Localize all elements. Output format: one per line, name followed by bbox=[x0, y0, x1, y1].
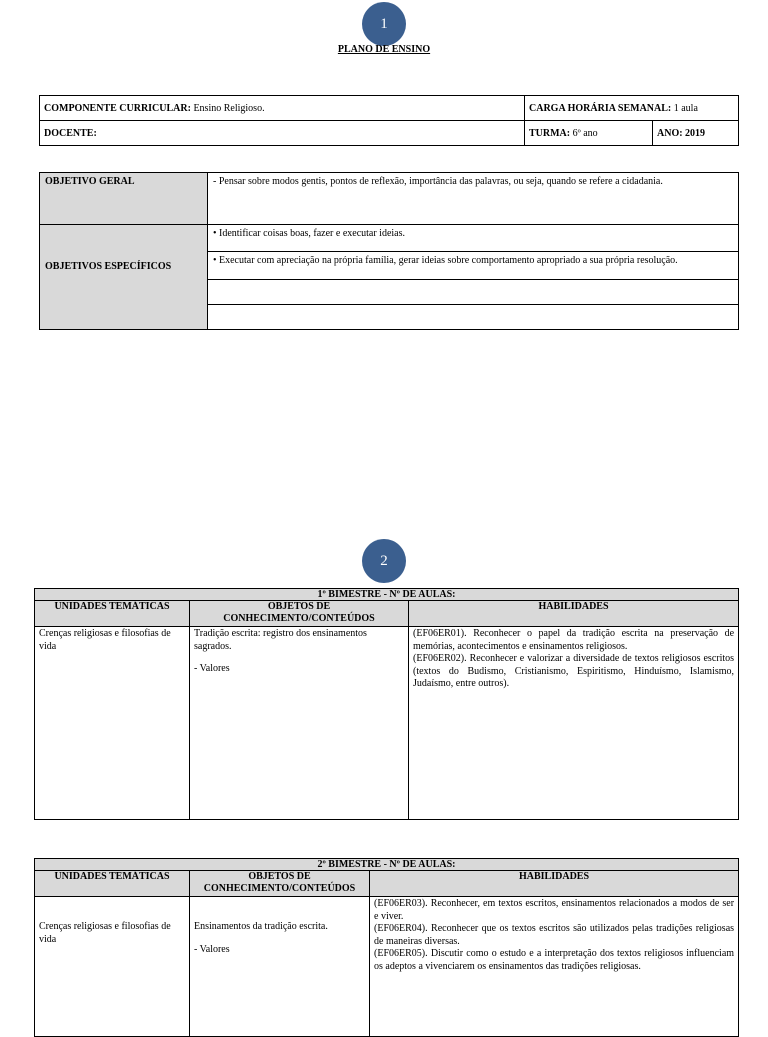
bimestre-1-title: 1º BIMESTRE - Nº DE AULAS: bbox=[35, 589, 739, 601]
habilidade-item: (EF06ER02). Reconhecer e valorizar a diversidade de textos religiosos escritos (textos do Budismo, Cristianismo, Espiritismo, Hinduísmo, Islamismo, Judaísmo, entre outros). bbox=[413, 653, 735, 689]
habilidades bbox=[409, 627, 739, 820]
objetivo-geral-text: - Pensar sobre modos gentis, pontos de reflexão, importância das palavras, ou seja, quando se refere a cidadania. bbox=[208, 173, 739, 225]
turma-cell bbox=[525, 121, 653, 146]
header-row-1 bbox=[40, 96, 739, 121]
bimestre-2-table bbox=[34, 858, 739, 1037]
carga-value: 1 aula bbox=[673, 102, 698, 114]
docente-cell bbox=[40, 121, 525, 146]
bimestre-1-table bbox=[34, 588, 739, 820]
page-number-badge bbox=[362, 539, 406, 583]
col-unidades-header: UNIDADES TEMÁTICAS bbox=[35, 871, 190, 897]
page-number-badge bbox=[362, 2, 406, 46]
ano-cell: ANO: 2019 bbox=[653, 121, 739, 146]
turma-label: TURMA: bbox=[529, 127, 571, 139]
spacer bbox=[194, 934, 365, 944]
col-unidades-header: UNIDADES TEMÁTICAS bbox=[35, 601, 190, 627]
habilidades bbox=[370, 897, 739, 1037]
page-number: 2 bbox=[380, 552, 388, 569]
objetivos-especificos-label: OBJETIVOS ESPECÍFICOS bbox=[40, 225, 208, 330]
spacer bbox=[194, 653, 404, 663]
header-table bbox=[39, 95, 739, 146]
carga-label: CARGA HORÁRIA SEMANAL: bbox=[529, 102, 672, 114]
turma-value: 6º ano bbox=[572, 127, 598, 139]
objeto-item: Tradição escrita: registro dos ensinamentos sagrados. bbox=[194, 628, 367, 652]
componente-label: COMPONENTE CURRICULAR: bbox=[44, 102, 191, 114]
objeto-item: - Valores bbox=[194, 943, 230, 955]
objetivos-table bbox=[39, 172, 739, 330]
col-habilidades-header: HABILIDADES bbox=[409, 601, 739, 627]
document-title: PLANO DE ENSINO bbox=[337, 44, 431, 55]
unidade-tematica: Crenças religiosas e filosofias de vida bbox=[35, 897, 190, 1037]
empty-cell bbox=[208, 305, 739, 330]
header-row-2 bbox=[40, 121, 739, 146]
objetivo-geral-row bbox=[40, 173, 739, 225]
column-header-row bbox=[35, 871, 739, 897]
carga-cell bbox=[525, 96, 739, 121]
page-number: 1 bbox=[380, 15, 388, 32]
objetivo-geral-label: OBJETIVO GERAL bbox=[40, 173, 208, 225]
column-header-row bbox=[35, 601, 739, 627]
objeto-item: Ensinamentos da tradição escrita. bbox=[194, 921, 328, 932]
bimestre-title-row bbox=[35, 859, 739, 871]
componente-cell bbox=[40, 96, 525, 121]
objetivo-especifico-row bbox=[40, 225, 739, 252]
habilidade-item: (EF06ER05). Discutir como o estudo e a interpretação dos textos religiosos influenciam os adeptos a vivenciarem os ensinamentos das tradições religiosas. bbox=[374, 948, 735, 972]
objeto-item: - Valores bbox=[194, 663, 230, 674]
empty-cell bbox=[208, 280, 739, 305]
componente-value: Ensino Religioso. bbox=[193, 102, 265, 114]
table-row bbox=[35, 627, 739, 820]
objetos-conhecimento bbox=[190, 897, 370, 1037]
objetivo-especifico-1: • Identificar coisas boas, fazer e executar ideias. bbox=[208, 225, 739, 252]
col-objetos-header: OBJETOS DE CONHECIMENTO/CONTEÚDOS bbox=[190, 871, 370, 897]
habilidade-item: (EF06ER03). Reconhecer, em textos escritos, ensinamentos relacionados a modos de ser e viver. bbox=[374, 898, 735, 922]
col-habilidades-header: HABILIDADES bbox=[370, 871, 739, 897]
unidade-tematica: Crenças religiosas e filosofias de vida bbox=[35, 627, 190, 820]
objetos-conhecimento bbox=[190, 627, 409, 820]
bimestre-title-row bbox=[35, 589, 739, 601]
table-row bbox=[35, 897, 739, 1037]
col-objetos-header: OBJETOS DE CONHECIMENTO/CONTEÚDOS bbox=[190, 601, 409, 627]
habilidade-item: (EF06ER01). Reconhecer o papel da tradição escrita na preservação de memórias, acontecimentos e ensinamentos religiosos. bbox=[413, 628, 735, 652]
habilidade-item: (EF06ER04). Reconhecer que os textos escritos são utilizados pelas tradições religiosas de maneiras diversas. bbox=[374, 923, 735, 947]
docente-label: DOCENTE: bbox=[44, 127, 97, 139]
objetivo-especifico-2: • Executar com apreciação na própria família, gerar ideias sobre comportamento apropriado a sua própria resolução. bbox=[208, 252, 739, 280]
bimestre-2-title: 2º BIMESTRE - Nº DE AULAS: bbox=[35, 859, 739, 871]
